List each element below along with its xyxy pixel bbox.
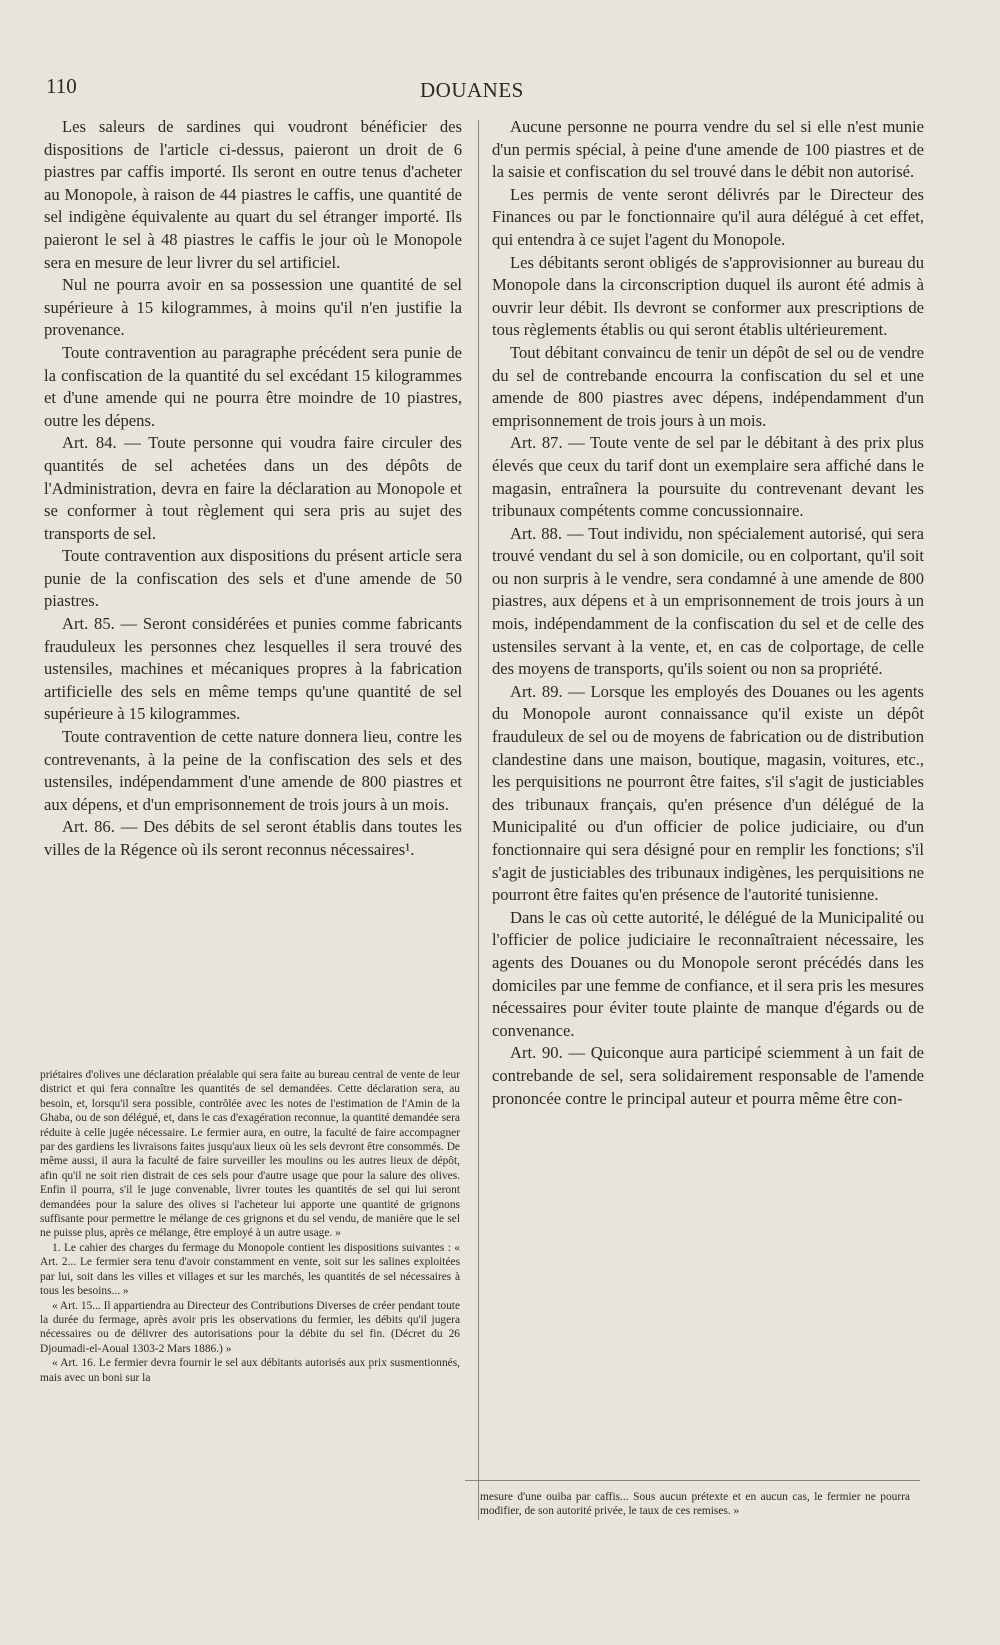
paragraph: Art. 86. — Des débits de sel seront établis dans toutes les villes de la Régence où ils seront reconnus nécessaires¹.	[44, 817, 462, 859]
paragraph: Nul ne pourra avoir en sa possession une quantité de sel supérieure à 15 kilogrammes, à moins qu'il n'en justifie la provenance.	[44, 275, 462, 340]
footnote: priétaires d'olives une déclaration préalable qui sera faite au bureau central de vente de leur district et qui fera connaître les quantités de sel demandées. Cette déclaration sera, au besoin, et, lorsqu'il sera possible, contrôlée avec les notes de l'estimation de l'Amin de la Ghaba, ou de son délégué, et, dans le cas d'exagération reconnue, la quantité demandée sera réduite à celle jugée nécessaire. Le fermier aura, en outre, la faculté de faire accompagner par des gardiens les livraisons faites jusqu'aux lieux où les sels devront être consommés. De même aussi, il aura la faculté de faire surveiller les moulins ou les autres lieux de dépôt, afin qu'il ne soit rien distrait de ces sels pour d'autre usage que pour la salure des olives. Enfin il pourra, s'il le juge convenable, livrer toutes les quantités de sel qui lui seront demandées pour la salure des olives si l'acheteur lui apporte une quantité de grignons suffisante pour permettre le mélange de ces grignons et du sel vendu, de manière que le sel ne puisse plus, après ce mélange, être employé à un autre usage. »	[40, 1069, 460, 1240]
paragraph: Art. 90. — Quiconque aura participé sciemment à un fait de contrebande de sel, sera solidairement responsable de l'amende prononcée contre le principal auteur et pourra même être con-	[492, 1043, 924, 1108]
footnote: mesure d'une ouiba par caffis... Sous aucun prétexte et en aucun cas, le fermier ne pourra modifier, de son autorité privée, le taux de ces remises. »	[480, 1491, 910, 1518]
paragraph: Art. 85. — Seront considérées et punies comme fabricants frauduleux les personnes chez lesquelles il sera trouvé des ustensiles, machines et mécaniques propres à la fabrication artificielle des sels en même temps qu'une quantité de sel supérieure à 15 kilogrammes.	[44, 614, 462, 724]
paragraph: Les débitants seront obligés de s'approvisionner au bureau du Monopole dans la circonscription duquel ils auront été admis à ouvrir leur débit. Ils devront se conformer aux prescriptions de tous règlements établis ou qui seront établis ultérieurement.	[492, 252, 924, 340]
paragraph: Toute contravention aux dispositions du présent article sera punie de la confiscation des sels et d'une amende de 50 piastres.	[44, 546, 462, 611]
page-number: 110	[46, 74, 77, 98]
running-title: DOUANES	[420, 78, 524, 102]
footnotes-left	[40, 1068, 460, 1385]
paragraph: Tout débitant convaincu de tenir un dépôt de sel ou de vendre du sel de contrebande encourra la confiscation du sel et une amende de 800 piastres avec dépens, indépendamment d'un emprisonnement de trois jours à un mois.	[492, 342, 924, 430]
paragraph: Art. 87. — Toute vente de sel par le débitant à des prix plus élevés que ceux du tarif dont un exemplaire sera affiché dans le magasin, entraînera la poursuite du contrevenant devant les tribunaux compétents comme concussionnaire.	[492, 433, 924, 521]
paragraph: Art. 84. — Toute personne qui voudra faire circuler des quantités de sel achetées dans un des dépôts de l'Administration, devra en faire la déclaration au Monopole et se conformer à tout règlement qui sera pris au sujet des transports de sel.	[44, 433, 462, 543]
right-column	[492, 116, 924, 1110]
column-divider	[478, 120, 479, 1520]
paragraph: Toute contravention au paragraphe précédent sera punie de la confiscation de la quantité du sel excédant 15 kilogrammes et d'une amende qui ne pourra être moindre de 10 piastres, outre les dépens.	[44, 342, 462, 430]
footnote: « Art. 15... Il appartiendra au Directeur des Contributions Diverses de créer pendant toute la durée du fermage, après avoir pris les observations du fermier, les débits qu'il jugera nécessaires ou de délivrer des autorisations pour la débite du sel fin. (Décret du 26 Djoumadi-el-Aoual 1303-2 Mars 1886.) »	[40, 1299, 460, 1355]
paragraph: Les permis de vente seront délivrés par le Directeur des Finances ou par le fonctionnaire qu'il aura délégué à cet effet, qui entendra à ce sujet l'agent du Monopole.	[492, 184, 924, 249]
paragraph: Art. 88. — Tout individu, non spécialement autorisé, qui sera trouvé vendant du sel à son domicile, ou en colportant, qu'il soit ou non surpris à le vendre, sera condamné à une amende de 800 piastres, aux dépens et à un emprisonnement de trois jours à un mois, indépendamment de la confiscation du sel et de celle des ustensiles servant à la vente, et, en cas de colportage, de celle des moyens de transports, qu'ils soient ou non sa propriété.	[492, 523, 924, 679]
footnote: 1. Le cahier des charges du fermage du Monopole contient les dispositions suivantes : « Art. 2... Le fermier sera tenu d'avoir constamment en vente, soit sur les salines exploitées par lui, soit dans les villes et villages et sur les marchés, les quantités de sel nécessaires à tous les besoins... »	[40, 1241, 460, 1298]
footnote-rule	[465, 1480, 920, 1481]
paragraph: Aucune personne ne pourra vendre du sel si elle n'est munie d'un permis spécial, à peine d'une amende de 100 piastres et de la saisie et confiscation du sel trouvé dans le débit non autorisé.	[492, 117, 924, 182]
left-column	[44, 116, 462, 862]
paragraph: Dans le cas où cette autorité, le délégué de la Municipalité ou l'officier de police judiciaire le reconnaîtraient nécessaire, les agents des Douanes ou du Monopole seront précédés dans les domiciles par une femme de confiance, et il sera pris les mesures nécessaires pour éviter toute plainte de manque d'égards ou de convenance.	[492, 907, 924, 1040]
footnotes-right	[480, 1490, 910, 1519]
paragraph: Les saleurs de sardines qui voudront bénéficier des dispositions de l'article ci-dessus, paieront un droit de 6 piastres par caffis importé. Ils seront en outre tenus d'acheter au Monopole, à raison de 44 piastres le caffis, une quantité de sel indigène équivalente au quart du sel étranger importé. Ils paieront le sel à 48 piastres le caffis le jour où le Monopole sera en mesure de leur livrer du sel artificiel.	[44, 117, 462, 272]
footnote: « Art. 16. Le fermier devra fournir le sel aux débitants autorisés aux prix susmentionnés, mais avec un boni sur la	[40, 1357, 460, 1384]
paragraph: Art. 89. — Lorsque les employés des Douanes ou les agents du Monopole auront connaissance qu'il existe un dépôt frauduleux de sel ou de moyens de fabrication ou de distribution clandestine dans une maison, boutique, magasin, voitures, etc., les perquisitions ne pourront être faites, s'il s'agit de justiciables des tribunaux français, qu'en présence d'un délégué de la Municipalité ou d'un officier de police judiciaire, ou d'un fonctionnaire qui sera désigné pour en remplir les fonctions; s'il s'agit de justiciables des tribunaux indigènes, les perquisitions ne pourront être faites qu'en présence de l'autorité tunisienne.	[492, 681, 924, 905]
paragraph: Toute contravention de cette nature donnera lieu, contre les contrevenants, à la peine de la confiscation des sels et des ustensiles, indépendamment d'une amende de 800 piastres et aux dépens, et d'un emprisonnement de trois jours à un mois.	[44, 727, 462, 814]
